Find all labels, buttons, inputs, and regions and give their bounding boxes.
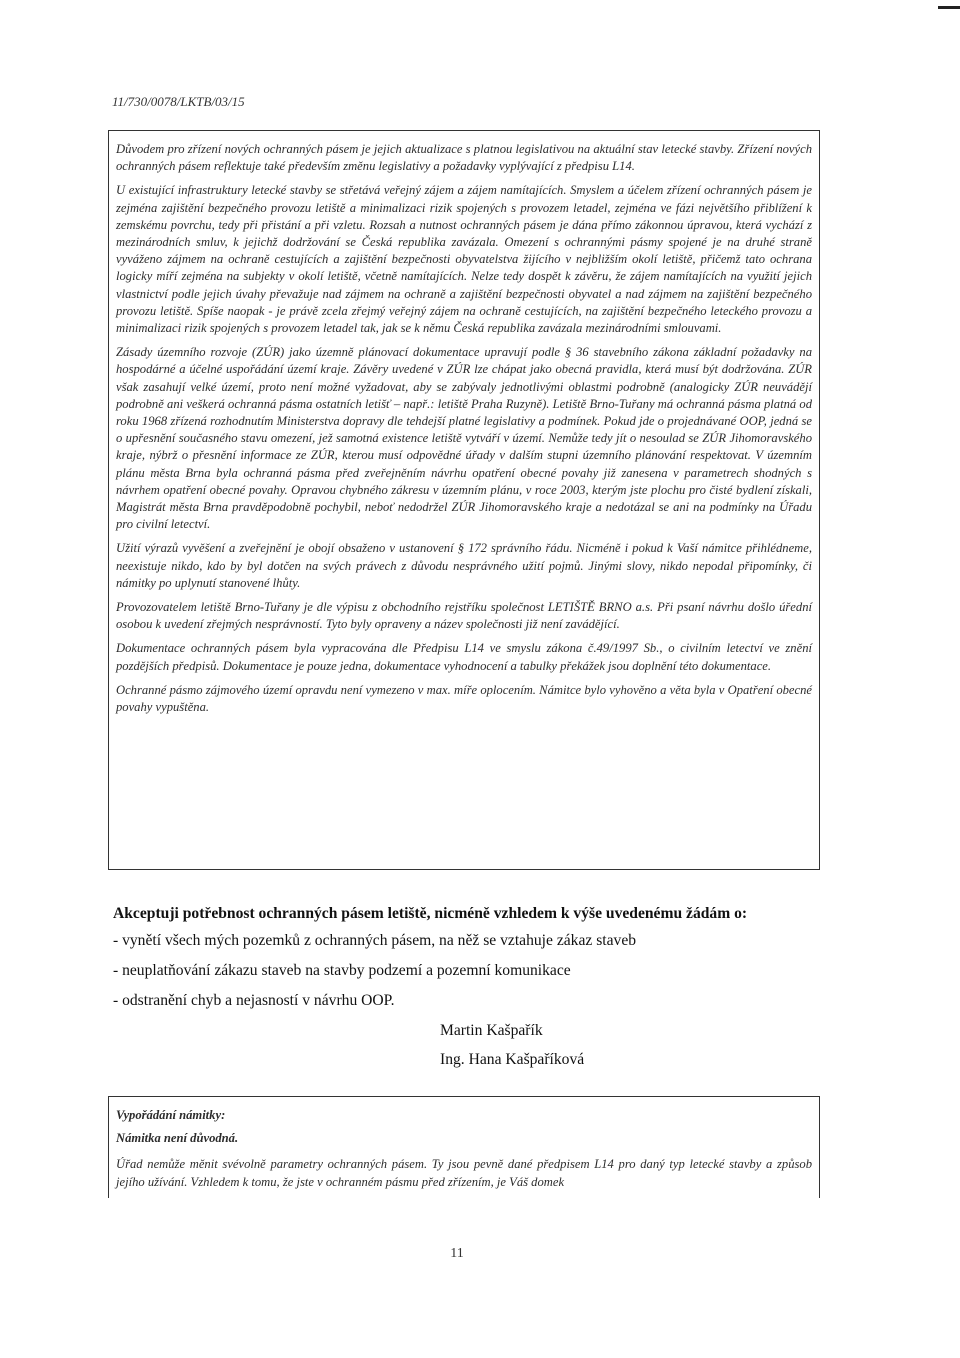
document-reference: 11/730/0078/LKTB/03/15 [112, 94, 245, 109]
scan-corner-mark [938, 6, 960, 9]
request-item: - neuplatňování zákazu staveb na stavby podzemí a pozemní komunikace [113, 962, 571, 979]
reasoning-paragraph: Důvodem pro zřízení nových ochranných pásem je jejich aktualizace s platnou legislativou na aktuální stav letecké stavby. Zřízení nových ochranných pásem reflektuje také především změnu legislativy a požadavky vyplývající z předpisu L14. [116, 142, 812, 174]
resolution-verdict: Námitka není důvodná. [116, 1131, 239, 1146]
reasoning-paragraph: Ochranné pásmo zájmového území opravdu není vymezeno v max. míře oplocením. Námitce bylo vyhověno a věta byla v Opatření obecné povahy vypuštěna. [116, 682, 812, 715]
page-number: 11 [450, 1246, 464, 1261]
resolution-box [108, 1096, 820, 1198]
resolution-text: Úřad nemůže měnit svévolně parametry ochranných pásem. Ty jsou pevně dané předpisem L14 pro daný typ letecké stavby a způsob jejího užívání. Vzhledem k tomu, že jste v ochranném pásmu před zřízením, je Váš domek [116, 1157, 812, 1189]
reasoning-paragraph: Dokumentace ochranných pásem byla vypracována dle Předpisu L14 ve smyslu zákona č.49/1997 Sb., o civilním letectví ve znění pozdějších předpisů. Dokumentace je pouze jedna, dokumentace vyhodnocení a tabulky překážek jsou doplnění této dokumentace. [116, 641, 812, 673]
lead-statement: Akceptuji potřebnost ochranných pásem letiště, nicméně vzhledem k výše uvedenému žádám o: [113, 905, 748, 922]
resolution-heading: Vypořádání námitky: [116, 1108, 226, 1122]
reasoning-paragraph: Provozovatelem letiště Brno-Tuřany je dle výpisu z obchodního rejstříku společnost LETIŠTĚ BRNO a.s. Při psaní návrhu došlo úřední osobou k uvedení zřejmých nesprávností. Tyto byly opraveny a název společnosti již není zavádějící. [116, 600, 812, 632]
signature-name: Martin Kašpařík [440, 1022, 543, 1039]
reasoning-paragraph: Zásady územního rozvoje (ZÚR) jako územně plánovací dokumentace upravují podle § 36 stavebního zákona základní požadavky na hospodárné a účelné uspořádání území kraje. Závěry uvedené v ZÚR lze chápat jako obecná pravidla, která musí být dodržována. ZÚR však zasahují velké území, proto není možné vyžadovat, aby se zabývaly jednotlivými oblastmi podrobně (analogicky ZÚR neuvádějí podrobně ani veškerá ochranná pásma ostatních letišť – např.: letiště Praha Ruzyně). Letiště Brno-Tuřany má ochranná pásma platná od roku 1968 zřízená rozhodnutím Ministerstva dopravy dle tehdejší platné legislativy a podmínek. Pokud jde o projednávané OOP, jedná se o upřesnění současného stavu omezení, jež samotná existence letiště vytváří v území. Nemůže tedy jít o nesoulad se ZÚR Jihomoravského kraje, nýbrž o přesnění informace ze ZÚR, kterou musí odpovědné úřady v dalším stupni územního plánování respektovat. V územním plánu města Brna byla ochranná pásma před zveřejněním návrhu opatření obecné povahy již zanesena v parametrech shodných s návrhem opatření obecné povahy. Opravou chybného zákresu v územním plánu, v roce 2003, kterým jste plochu pro čisté bydlení získali, Magistrát města Brna pravděpodobně pochybil, neboť nedodržel ZÚR Jihomoravského kraje a nedotázal se ani na podmínky na Úřadu pro civilní letectví. [116, 345, 812, 532]
request-item: - vynětí všech mých pozemků z ochranných pásem, na něž se vztahuje zákaz staveb [113, 932, 637, 949]
request-item: - odstranění chyb a nejasností v návrhu OOP. [113, 992, 395, 1009]
objection-requests [113, 905, 833, 1022]
reasoning-box [108, 130, 820, 870]
reasoning-paragraph: Užití výrazů vyvěšení a zveřejnění je obojí obsaženo v ustanovení § 172 správního řádu. Nicméně i pokud k Vaší námitce přihlédneme, neexistuje nikdo, kdo by byl dotčen na svých právech z důvodu nesprávného užití pojmů. Jinými slovy, nikdo nepodal připomínky, či námitky po uplynutí stanovené lhůty. [116, 541, 812, 590]
reasoning-paragraph: U existující infrastruktury letecké stavby se střetává veřejný zájem a zájem namítajících. Smyslem a účelem zřízení ochranných pásem je zejména zajištění bezpečného provozu letiště a minimalizaci rizik spojených s provozem letadel, zejména ve fázi největšího přiblížení k zemskému povrchu, tedy při přistání a při vzletu. Rozsah a nutnost ochranných pásem je dána přímo zákonnou úpravou, která vychází z mezinárodních smluv, k jejichž dodržování se Česká republika zavázala. Omezení s ochrannými pásmy spojené je na druhé straně vyváženo zájmem na ochraně cestujících a zajištění bezpečnosti obyvatelstva žijícího v nejbližším okolí letiště, přičemž tato ochrana logicky míří zejména na subjekty v okolí letiště, včetně namítajících. Nelze tedy dospět k závěru, že zájem namítajících na využití jejich vlastnictví podle jejich úvahy převažuje nad zájmem na ochraně a zajištění bezpečnosti obyvatel a nad zájmem na zajištění bezpečného provozu letiště. Spíše naopak - je právě zcela zřejmý veřejný zájem na ochraně cestujících, na zajištění bezpečného leteckého provozu a minimalizaci rizik spojených s provozem letadel tak, jak se k němu Česká republika zavázala mezinárodními smlouvami. [116, 183, 812, 336]
signature-name: Ing. Hana Kašpaříková [440, 1051, 585, 1068]
